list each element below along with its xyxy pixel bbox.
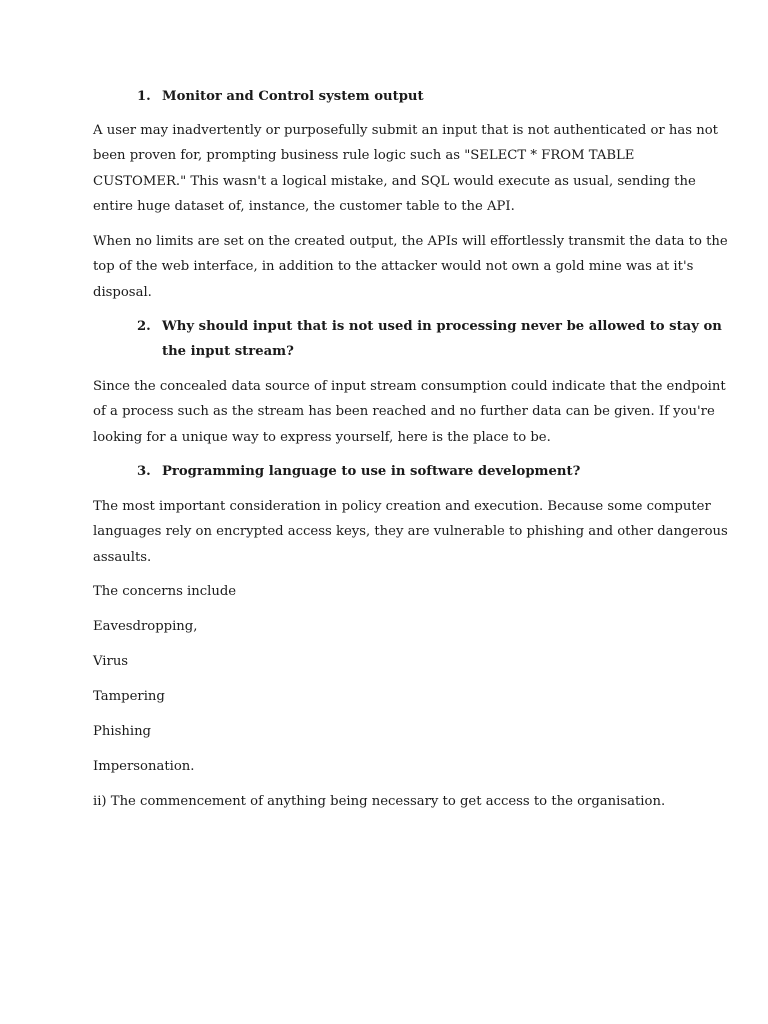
section-1-title: Monitor and Control system output <box>162 89 424 104</box>
section-1-number: 1. <box>137 89 151 104</box>
paragraph-line: languages rely on encrypted access keys, they are vulnerable to phishing and other dangerous <box>93 524 728 540</box>
section-2-heading <box>137 314 722 364</box>
concern-item: Phishing <box>93 724 151 739</box>
heading-line: Why should input that is not used in processing never be allowed to stay on <box>162 319 722 334</box>
paragraph-line: top of the web interface, in addition to the attacker would not own a gold mine was at it's <box>93 259 694 275</box>
concern-item: Eavesdropping, <box>93 619 198 634</box>
section-3-number: 3. <box>137 464 151 479</box>
concern-item: Impersonation. <box>93 759 195 774</box>
paragraph-line: The most important consideration in policy creation and execution. Because some computer <box>93 499 711 514</box>
paragraph-line: When no limits are set on the created output, the APIs will effortlessly transmit the data to the <box>93 234 728 249</box>
section-3-heading <box>137 459 697 484</box>
closing-statement: ii) The commencement of anything being necessary to get access to the organisation. <box>93 794 666 809</box>
section-2-number: 2. <box>137 319 151 334</box>
section-1-paragraph-1 <box>93 118 718 220</box>
paragraph-line: CUSTOMER." This wasn't a logical mistake, and SQL would execute as usual, sending the <box>93 173 696 189</box>
paragraph-line: assaults. <box>93 549 152 565</box>
paragraph-line: disposal. <box>93 284 152 300</box>
concern-item: Tampering <box>93 689 165 704</box>
heading-line: the input stream? <box>162 344 294 359</box>
section-2-title <box>162 314 722 364</box>
section-1-paragraph-2 <box>93 229 728 305</box>
section-3-paragraph <box>93 494 728 570</box>
concerns-intro: The concerns include <box>93 584 237 599</box>
section-3-title: Programming language to use in software development? <box>162 464 581 479</box>
concern-item: Virus <box>93 654 129 669</box>
paragraph-line: A user may inadvertently or purposefully submit an input that is not authenticated or has not <box>93 123 718 138</box>
paragraph-line: of a process such as the stream has been reached and no further data can be given. If you're <box>93 404 715 420</box>
paragraph-line: been proven for, prompting business rule logic such as "SELECT * FROM TABLE <box>93 148 635 164</box>
paragraph-line: Since the concealed data source of input stream consumption could indicate that the endpoint <box>93 379 726 394</box>
paragraph-line: entire huge dataset of, instance, the customer table to the API. <box>93 199 515 215</box>
paragraph-line: looking for a unique way to express yourself, here is the place to be. <box>93 429 551 445</box>
section-1-heading <box>137 84 697 109</box>
section-2-paragraph <box>93 374 726 450</box>
